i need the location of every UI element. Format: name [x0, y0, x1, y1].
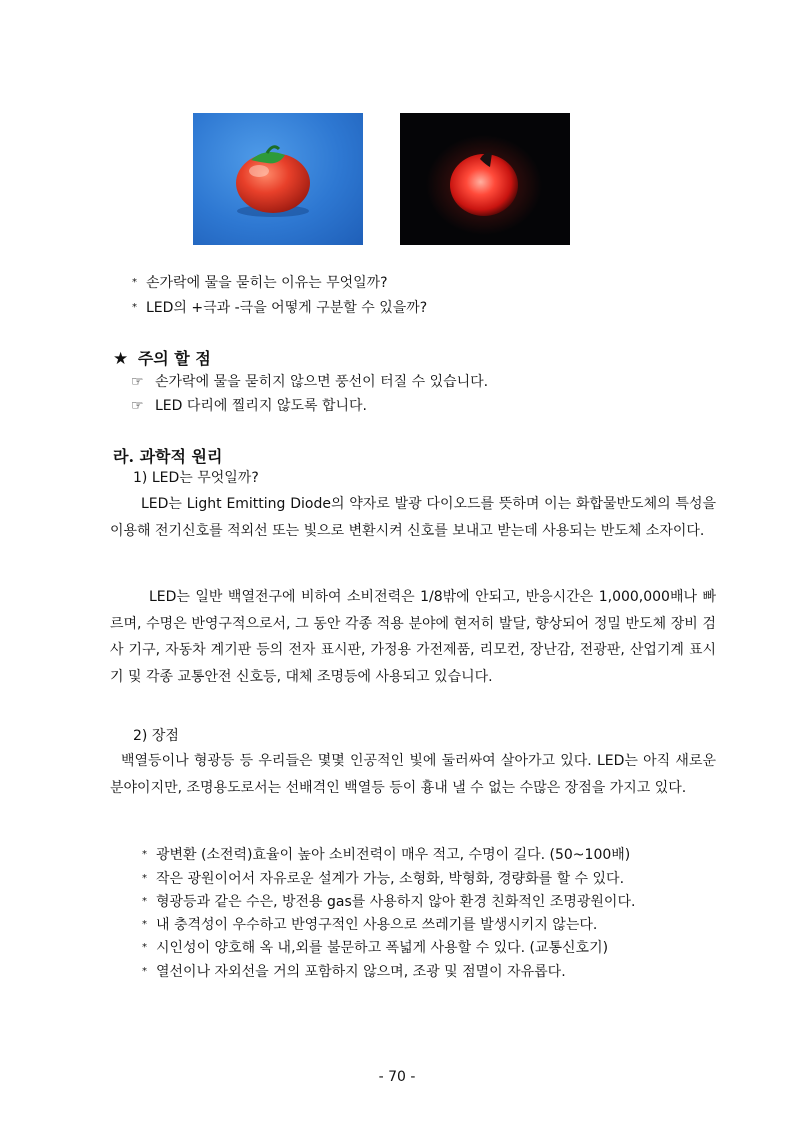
- advantage-item: [142, 892, 635, 912]
- bullet-asterisk: *: [142, 966, 147, 977]
- bullet-asterisk: *: [142, 942, 147, 953]
- apple-led-off-photo: [193, 113, 363, 245]
- caution-text: 손가락에 물을 묻히지 않으면 풍선이 터질 수 있습니다.: [155, 374, 489, 390]
- section-1-title: 1) LED는 무엇일까?: [133, 470, 259, 486]
- question-text: LED의 +극과 -극을 어떻게 구분할 수 있을까?: [146, 300, 428, 316]
- question-1: [132, 273, 388, 293]
- advantage-text: 광변환 (소전력)효율이 높아 소비전력이 매우 적고, 수명이 길다. (50~100배): [156, 847, 631, 863]
- section-2-paragraph: 백열등이나 형광등 등 우리들은 몇몇 인공적인 빛에 둘러싸여 살아가고 있다. LED는 아직 새로운 분야이지만, 조명용도로서는 선배격인 백열등 등이 흉내 낼 수 없는 수많은 장점을 가지고 있다.: [110, 753, 716, 796]
- section-2-title: 2) 장점: [133, 728, 179, 744]
- page-number: - 70 -: [378, 1069, 416, 1085]
- section-1-paragraph-1: LED는 Light Emitting Diode의 약자로 발광 다이오드를 뜻하며 이는 화합물반도체의 특성을 이용해 전기신호를 적외선 또는 빛으로 변환시켜 신호를 보내고 받는데 사용되는 반도체 소자이다.: [110, 496, 716, 539]
- question-text: 손가락에 물을 묻히는 이유는 무엇일까?: [146, 275, 388, 291]
- advantage-text: 형광등과 같은 수은, 방전용 gas를 사용하지 않아 환경 친화적인 조명광원이다.: [156, 894, 636, 910]
- principle-heading: 라. 과학적 원리: [113, 447, 223, 466]
- bullet-asterisk: *: [142, 849, 147, 860]
- pointing-hand-icon: ☞: [131, 374, 144, 390]
- advantage-item: [142, 845, 630, 865]
- advantage-item: [142, 915, 597, 935]
- advantage-text: 시인성이 양호해 옥 내,외를 불문하고 폭넓게 사용할 수 있다. (교통신호기): [156, 940, 609, 956]
- question-2: [132, 298, 427, 318]
- pointing-hand-icon: ☞: [131, 398, 144, 414]
- section-1-paragraph-2: LED는 일반 백열전구에 비하여 소비전력은 1/8밖에 안되고, 반응시간은 1,000,000배나 빠르며, 수명은 반영구적으로서, 그 동안 각종 적용 분야에 현저히 발달, 향상되어 정밀 반도체 장비 검사 기구, 자동차 계기판 등의 전자 표시판, 가정용 가전제품, 리모컨, 장난감, 전광판, 산업기계 표시기 및 각종 교통안전 신호등, 대체 조명등에 사용되고 있습니다.: [110, 589, 716, 685]
- caution-title: 주의 할 점: [137, 349, 211, 368]
- advantage-item: [142, 962, 566, 982]
- advantage-item: [142, 938, 608, 958]
- star-icon: ★: [113, 349, 129, 369]
- advantage-text: 작은 광원이어서 자유로운 설계가 가능, 소형화, 박형화, 경량화를 할 수 있다.: [156, 871, 625, 887]
- bullet-asterisk: *: [142, 873, 147, 884]
- caution-heading: [113, 346, 211, 369]
- bullet-asterisk: *: [142, 896, 147, 907]
- bullet-asterisk: *: [142, 919, 147, 930]
- caution-item-2: [131, 396, 367, 416]
- bullet-asterisk: *: [132, 277, 137, 288]
- caution-text: LED 다리에 찔리지 않도록 합니다.: [155, 398, 367, 414]
- caution-item-1: [131, 372, 488, 392]
- advantage-item: [142, 869, 624, 889]
- advantage-text: 내 충격성이 우수하고 반영구적인 사용으로 쓰레기를 발생시키지 않는다.: [156, 917, 598, 933]
- apple-led-on-photo: [400, 113, 570, 245]
- bullet-asterisk: *: [132, 302, 137, 313]
- advantage-text: 열선이나 자외선을 거의 포함하지 않으며, 조광 및 점멸이 자유롭다.: [156, 964, 566, 980]
